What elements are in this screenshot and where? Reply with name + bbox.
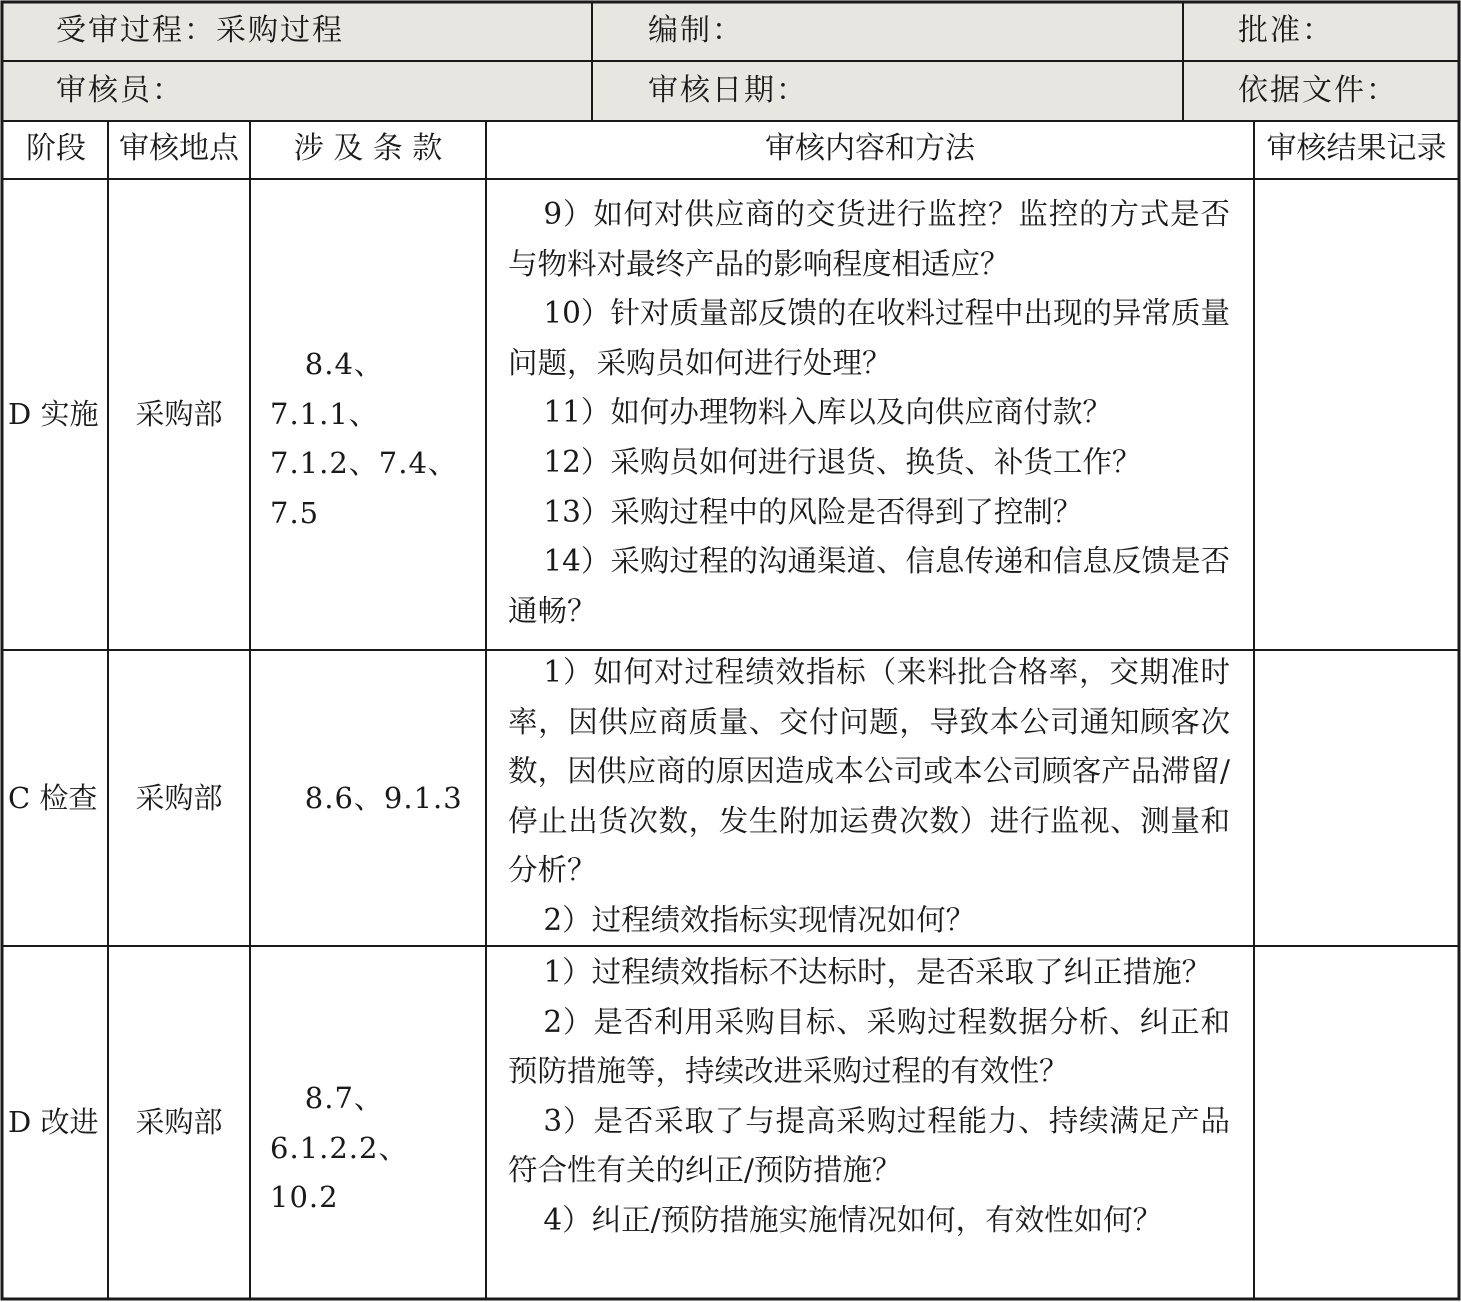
audit-item: 1）如何对过程绩效指标（来料批合格率，交期准时率，因供应商质量、交付问题，导致本公司通知顾客次数，因供应商的原因造成本公司或本公司顾客产品滞留/停止出货次数，发生附加运费次数）进行监视、测量和分析？ <box>508 655 1230 888</box>
audit-item: 13）采购过程中的风险是否得到了控制？ <box>543 494 1083 529</box>
column-header-content: 审核内容和方法 <box>765 131 975 166</box>
audit-item: 4）纠正/预防措施实施情况如何，有效性如何？ <box>543 1202 1163 1237</box>
audit-item: 10）针对质量部反馈的在收料过程中出现的异常质量问题，采购员如何进行处理？ <box>508 296 1230 380</box>
table-row-location: 采购部 <box>135 397 223 431</box>
table-row-stage: D 实施 <box>8 397 99 431</box>
audit-item: 3）是否采取了与提高采购过程能力、持续满足产品符合性有关的纠正/预防措施？ <box>508 1103 1230 1188</box>
clause-line: 7.5 <box>270 495 320 530</box>
prepared-by-label: 编制： <box>648 13 744 48</box>
clause-line: 7.1.2、7.4、 <box>270 446 458 481</box>
table-row-stage: D 改进 <box>8 1105 99 1139</box>
table-row-stage: C 检查 <box>8 781 98 815</box>
audit-item: 1）过程绩效指标不达标时，是否采取了纠正措施？ <box>543 955 1212 989</box>
column-header-clauses: 涉 及 条 款 <box>293 131 443 166</box>
clause-line: 8.7、6.1.2.2、 <box>270 1081 409 1165</box>
column-header-stage: 阶段 <box>26 131 86 166</box>
audit-item: 2）过程绩效指标实现情况如何？ <box>543 902 976 937</box>
column-header-location: 审核地点 <box>119 131 239 166</box>
table-row-location: 采购部 <box>135 1105 223 1139</box>
approved-by-label: 批准： <box>1238 13 1334 48</box>
table-row-location: 采购部 <box>135 781 223 815</box>
audit-item: 11）如何办理物料入库以及向供应商付款？ <box>543 395 1112 430</box>
basis-docs-label: 依据文件： <box>1238 73 1398 108</box>
clause-line: 8.4、7.1.1、 <box>270 347 384 431</box>
audit-item: 14）采购过程的沟通渠道、信息传递和信息反馈是否通畅？ <box>508 544 1230 628</box>
column-header-result: 审核结果记录 <box>1266 131 1447 166</box>
clause-line: 10.2 <box>270 1180 339 1215</box>
audit-item: 9）如何对供应商的交货进行监控？监控的方式是否与物料对最终产品的影响程度相适应？ <box>508 197 1230 281</box>
audit-date-label: 审核日期： <box>648 73 808 108</box>
auditor-label: 审核员： <box>56 73 184 108</box>
audit-item: 12）采购员如何进行退货、换货、补货工作？ <box>543 444 1142 479</box>
audit-item: 2）是否利用采购目标、采购过程数据分析、纠正和预防措施等，持续改进采购过程的有效性？ <box>508 1004 1230 1089</box>
clause-line: 8.6、9.1.3 <box>304 781 463 815</box>
audited-process-label: 受审过程：采购过程 <box>56 13 344 48</box>
